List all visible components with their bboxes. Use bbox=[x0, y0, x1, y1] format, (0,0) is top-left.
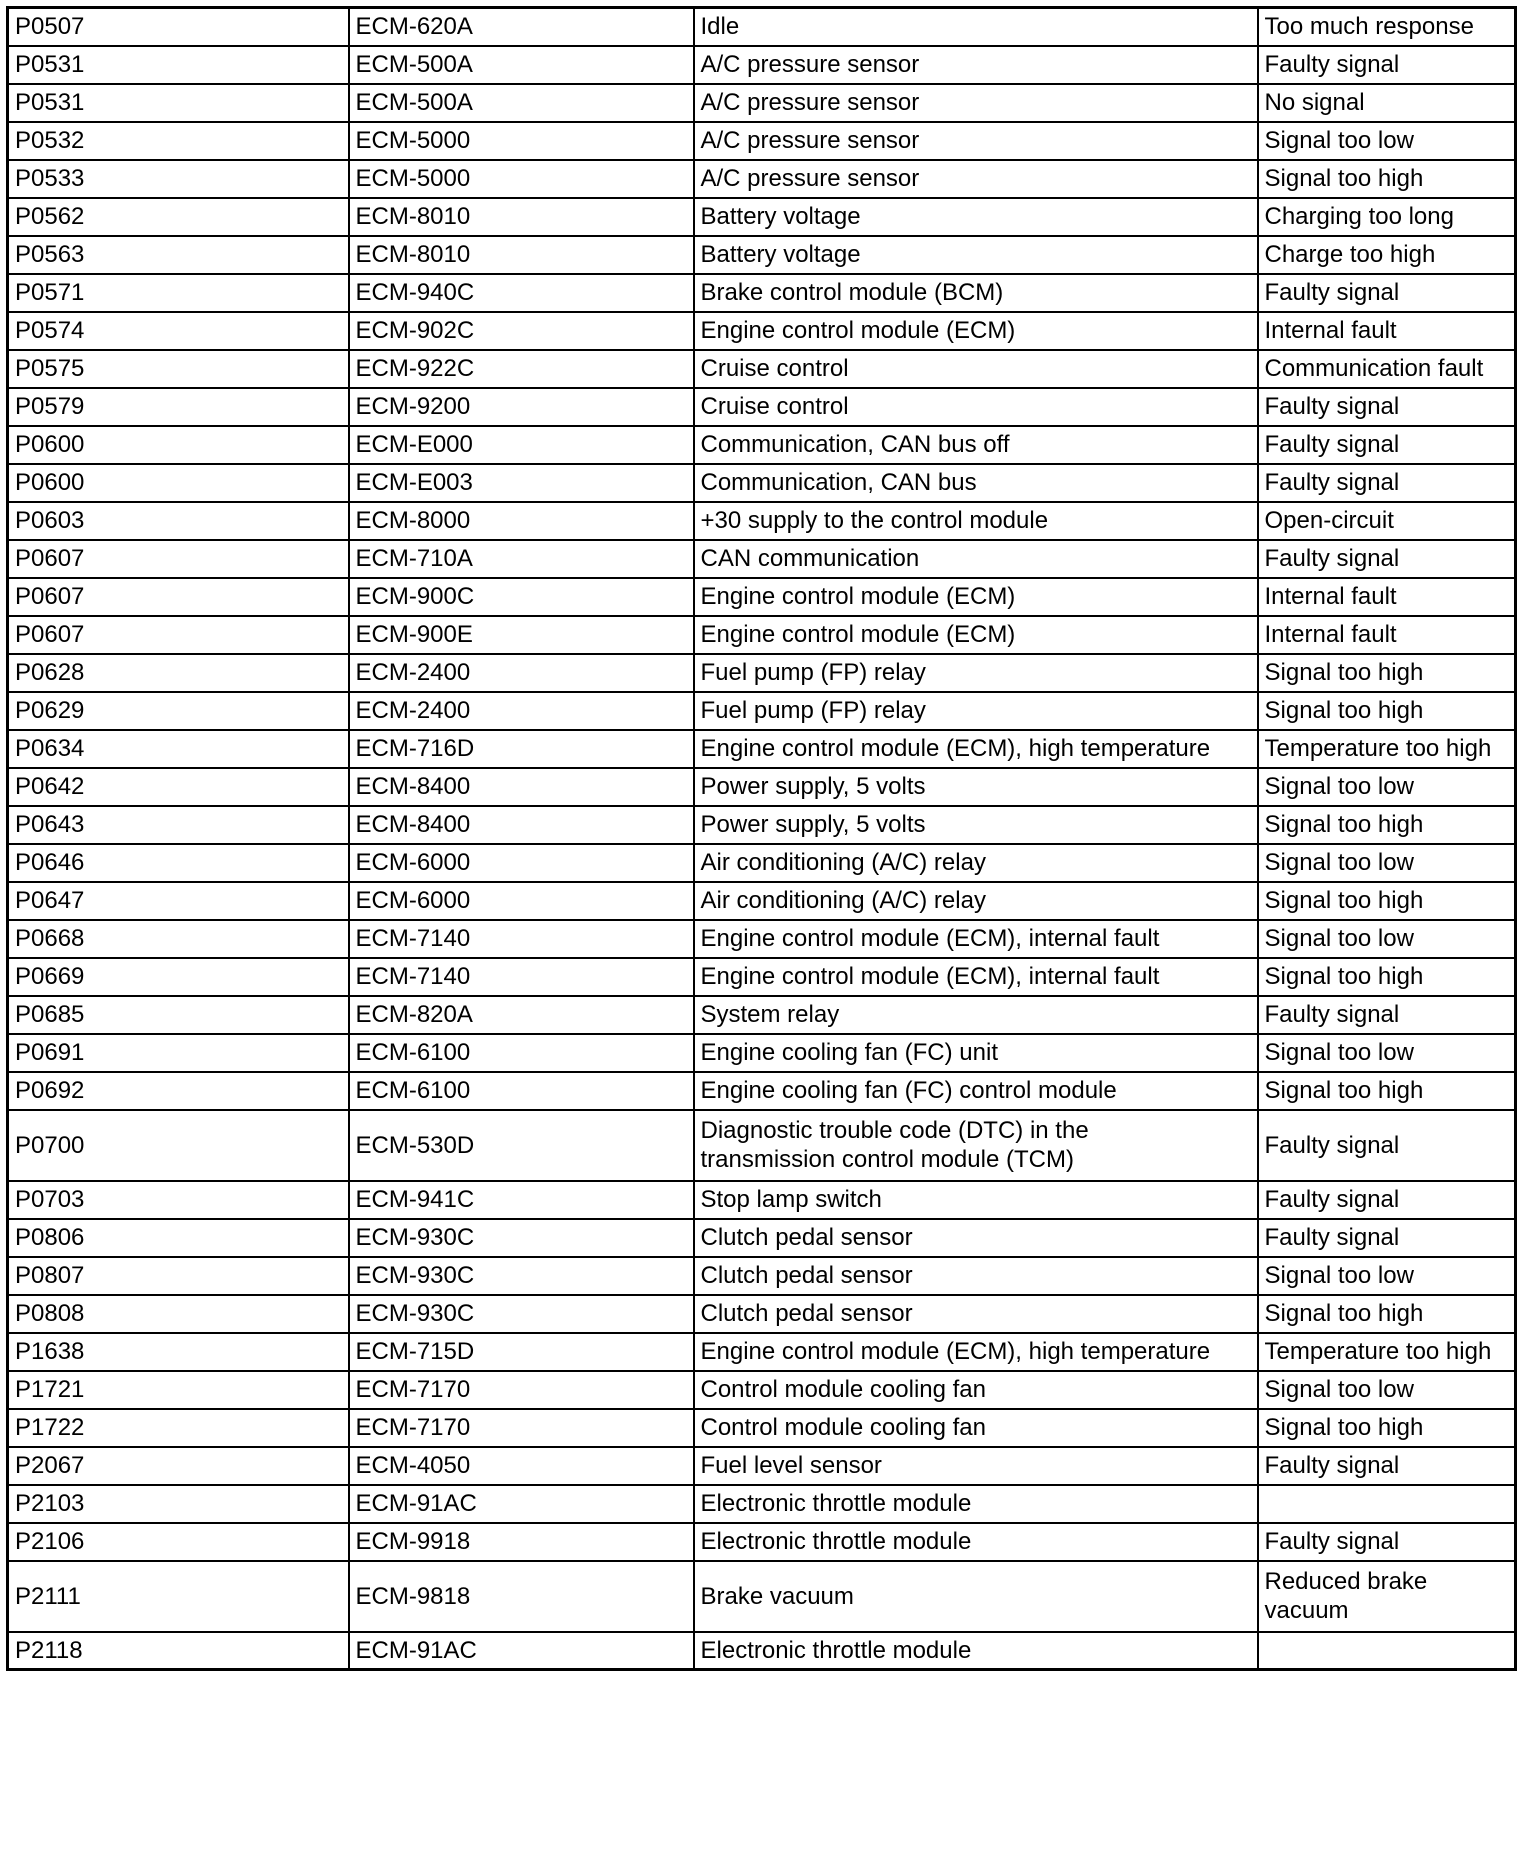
component-cell: Clutch pedal sensor bbox=[694, 1219, 1258, 1257]
dtc-code-cell: P0533 bbox=[8, 160, 349, 198]
table-row bbox=[8, 350, 1516, 388]
fault-type-cell: Signal too high bbox=[1258, 1409, 1516, 1447]
fault-type-cell: Signal too low bbox=[1258, 1257, 1516, 1295]
dtc-code-cell: P0628 bbox=[8, 654, 349, 692]
component-cell: Brake control module (BCM) bbox=[694, 274, 1258, 312]
fault-type-cell: Faulty signal bbox=[1258, 1219, 1516, 1257]
dtc-code-cell: P2106 bbox=[8, 1523, 349, 1561]
component-cell: A/C pressure sensor bbox=[694, 122, 1258, 160]
fault-type-cell: Signal too low bbox=[1258, 768, 1516, 806]
fault-type-cell: Temperature too high bbox=[1258, 1333, 1516, 1371]
ecm-code-cell: ECM-530D bbox=[349, 1110, 694, 1181]
dtc-code-cell: P0807 bbox=[8, 1257, 349, 1295]
dtc-code-cell: P0642 bbox=[8, 768, 349, 806]
dtc-code-cell: P0647 bbox=[8, 882, 349, 920]
table-row bbox=[8, 1257, 1516, 1295]
fault-type-cell: Faulty signal bbox=[1258, 46, 1516, 84]
table-row bbox=[8, 1632, 1516, 1670]
table-row bbox=[8, 1072, 1516, 1110]
fault-type-cell: Faulty signal bbox=[1258, 388, 1516, 426]
dtc-code-cell: P0600 bbox=[8, 464, 349, 502]
table-row bbox=[8, 1371, 1516, 1409]
ecm-code-cell: ECM-7170 bbox=[349, 1409, 694, 1447]
table-row bbox=[8, 388, 1516, 426]
dtc-code-cell: P0607 bbox=[8, 578, 349, 616]
table-row bbox=[8, 312, 1516, 350]
ecm-code-cell: ECM-9918 bbox=[349, 1523, 694, 1561]
dtc-code-cell: P0574 bbox=[8, 312, 349, 350]
table-row bbox=[8, 1447, 1516, 1485]
fault-type-cell: Faulty signal bbox=[1258, 996, 1516, 1034]
ecm-code-cell: ECM-7140 bbox=[349, 920, 694, 958]
component-cell: Clutch pedal sensor bbox=[694, 1257, 1258, 1295]
fault-type-cell: Open-circuit bbox=[1258, 502, 1516, 540]
component-cell: Fuel pump (FP) relay bbox=[694, 692, 1258, 730]
ecm-code-cell: ECM-8000 bbox=[349, 502, 694, 540]
fault-type-cell: No signal bbox=[1258, 84, 1516, 122]
table-row bbox=[8, 806, 1516, 844]
fault-type-cell: Communication fault bbox=[1258, 350, 1516, 388]
fault-type-cell: Signal too high bbox=[1258, 1295, 1516, 1333]
fault-type-cell: Faulty signal bbox=[1258, 274, 1516, 312]
fault-type-cell: Signal too high bbox=[1258, 692, 1516, 730]
table-row bbox=[8, 958, 1516, 996]
ecm-code-cell: ECM-620A bbox=[349, 8, 694, 46]
fault-type-cell: Faulty signal bbox=[1258, 540, 1516, 578]
table-row bbox=[8, 844, 1516, 882]
ecm-code-cell: ECM-2400 bbox=[349, 692, 694, 730]
dtc-code-cell: P0531 bbox=[8, 84, 349, 122]
ecm-code-cell: ECM-5000 bbox=[349, 160, 694, 198]
dtc-code-cell: P0629 bbox=[8, 692, 349, 730]
dtc-table-body bbox=[8, 8, 1516, 1670]
component-cell: Control module cooling fan bbox=[694, 1409, 1258, 1447]
fault-type-cell: Signal too low bbox=[1258, 1034, 1516, 1072]
fault-type-cell: Charge too high bbox=[1258, 236, 1516, 274]
dtc-code-cell: P2103 bbox=[8, 1485, 349, 1523]
component-cell: Fuel level sensor bbox=[694, 1447, 1258, 1485]
component-cell: Diagnostic trouble code (DTC) in the transmission control module (TCM) bbox=[694, 1110, 1258, 1181]
table-row bbox=[8, 1219, 1516, 1257]
ecm-code-cell: ECM-8010 bbox=[349, 198, 694, 236]
component-cell: Communication, CAN bus bbox=[694, 464, 1258, 502]
fault-type-cell: Signal too low bbox=[1258, 844, 1516, 882]
ecm-code-cell: ECM-900E bbox=[349, 616, 694, 654]
dtc-code-cell: P0575 bbox=[8, 350, 349, 388]
ecm-code-cell: ECM-922C bbox=[349, 350, 694, 388]
ecm-code-cell: ECM-E003 bbox=[349, 464, 694, 502]
fault-type-cell: Signal too high bbox=[1258, 958, 1516, 996]
component-cell: Clutch pedal sensor bbox=[694, 1295, 1258, 1333]
component-cell: Engine cooling fan (FC) unit bbox=[694, 1034, 1258, 1072]
table-row bbox=[8, 996, 1516, 1034]
dtc-code-cell: P0531 bbox=[8, 46, 349, 84]
dtc-code-cell: P0634 bbox=[8, 730, 349, 768]
fault-type-cell: Reduced brake vacuum bbox=[1258, 1561, 1516, 1632]
component-cell: Engine control module (ECM), high temperature bbox=[694, 730, 1258, 768]
component-cell: Electronic throttle module bbox=[694, 1523, 1258, 1561]
component-cell: Cruise control bbox=[694, 388, 1258, 426]
ecm-code-cell: ECM-500A bbox=[349, 46, 694, 84]
component-cell: Engine cooling fan (FC) control module bbox=[694, 1072, 1258, 1110]
component-cell: Electronic throttle module bbox=[694, 1485, 1258, 1523]
dtc-code-cell: P0692 bbox=[8, 1072, 349, 1110]
table-row bbox=[8, 274, 1516, 312]
fault-type-cell: Faulty signal bbox=[1258, 1523, 1516, 1561]
component-cell: Engine control module (ECM), internal fault bbox=[694, 958, 1258, 996]
table-row bbox=[8, 882, 1516, 920]
fault-type-cell: Signal too high bbox=[1258, 654, 1516, 692]
ecm-code-cell: ECM-5000 bbox=[349, 122, 694, 160]
dtc-code-cell: P0579 bbox=[8, 388, 349, 426]
component-cell: Air conditioning (A/C) relay bbox=[694, 844, 1258, 882]
table-row bbox=[8, 920, 1516, 958]
component-cell: Battery voltage bbox=[694, 198, 1258, 236]
ecm-code-cell: ECM-4050 bbox=[349, 1447, 694, 1485]
ecm-code-cell: ECM-91AC bbox=[349, 1485, 694, 1523]
component-cell: Air conditioning (A/C) relay bbox=[694, 882, 1258, 920]
ecm-code-cell: ECM-940C bbox=[349, 274, 694, 312]
component-cell: Idle bbox=[694, 8, 1258, 46]
dtc-code-cell: P0532 bbox=[8, 122, 349, 160]
dtc-code-cell: P0703 bbox=[8, 1181, 349, 1219]
component-cell: Control module cooling fan bbox=[694, 1371, 1258, 1409]
table-row bbox=[8, 1561, 1516, 1632]
fault-type-cell bbox=[1258, 1485, 1516, 1523]
table-row bbox=[8, 1485, 1516, 1523]
table-row bbox=[8, 1333, 1516, 1371]
table-row bbox=[8, 692, 1516, 730]
ecm-code-cell: ECM-91AC bbox=[349, 1632, 694, 1670]
ecm-code-cell: ECM-930C bbox=[349, 1295, 694, 1333]
component-cell: Cruise control bbox=[694, 350, 1258, 388]
dtc-code-cell: P1722 bbox=[8, 1409, 349, 1447]
dtc-code-cell: P0669 bbox=[8, 958, 349, 996]
ecm-code-cell: ECM-8010 bbox=[349, 236, 694, 274]
fault-type-cell bbox=[1258, 1632, 1516, 1670]
fault-type-cell: Faulty signal bbox=[1258, 1181, 1516, 1219]
ecm-code-cell: ECM-6100 bbox=[349, 1072, 694, 1110]
fault-type-cell: Internal fault bbox=[1258, 312, 1516, 350]
component-cell: Communication, CAN bus off bbox=[694, 426, 1258, 464]
dtc-code-cell: P0600 bbox=[8, 426, 349, 464]
table-row bbox=[8, 540, 1516, 578]
fault-type-cell: Signal too high bbox=[1258, 882, 1516, 920]
fault-type-cell: Too much response bbox=[1258, 8, 1516, 46]
component-cell: Electronic throttle module bbox=[694, 1632, 1258, 1670]
component-cell: A/C pressure sensor bbox=[694, 160, 1258, 198]
ecm-code-cell: ECM-7170 bbox=[349, 1371, 694, 1409]
dtc-code-cell: P2111 bbox=[8, 1561, 349, 1632]
dtc-code-cell: P2067 bbox=[8, 1447, 349, 1485]
table-row bbox=[8, 198, 1516, 236]
component-cell: Engine control module (ECM) bbox=[694, 616, 1258, 654]
dtc-code-cell: P0607 bbox=[8, 616, 349, 654]
dtc-code-cell: P0685 bbox=[8, 996, 349, 1034]
component-cell: Power supply, 5 volts bbox=[694, 768, 1258, 806]
component-cell: Engine control module (ECM), internal fault bbox=[694, 920, 1258, 958]
component-cell: A/C pressure sensor bbox=[694, 84, 1258, 122]
ecm-code-cell: ECM-8400 bbox=[349, 768, 694, 806]
table-row bbox=[8, 84, 1516, 122]
dtc-code-cell: P0563 bbox=[8, 236, 349, 274]
ecm-code-cell: ECM-716D bbox=[349, 730, 694, 768]
table-row bbox=[8, 1034, 1516, 1072]
dtc-code-cell: P2118 bbox=[8, 1632, 349, 1670]
dtc-code-cell: P0643 bbox=[8, 806, 349, 844]
table-row bbox=[8, 1110, 1516, 1181]
fault-type-cell: Signal too low bbox=[1258, 122, 1516, 160]
ecm-code-cell: ECM-9200 bbox=[349, 388, 694, 426]
ecm-code-cell: ECM-9818 bbox=[349, 1561, 694, 1632]
dtc-code-cell: P0668 bbox=[8, 920, 349, 958]
table-row bbox=[8, 8, 1516, 46]
ecm-code-cell: ECM-6000 bbox=[349, 882, 694, 920]
ecm-code-cell: ECM-930C bbox=[349, 1257, 694, 1295]
table-row bbox=[8, 426, 1516, 464]
ecm-code-cell: ECM-902C bbox=[349, 312, 694, 350]
dtc-table bbox=[6, 6, 1517, 1671]
component-cell: CAN communication bbox=[694, 540, 1258, 578]
fault-type-cell: Internal fault bbox=[1258, 616, 1516, 654]
table-row bbox=[8, 1523, 1516, 1561]
component-cell: Power supply, 5 volts bbox=[694, 806, 1258, 844]
component-cell: A/C pressure sensor bbox=[694, 46, 1258, 84]
fault-type-cell: Internal fault bbox=[1258, 578, 1516, 616]
ecm-code-cell: ECM-941C bbox=[349, 1181, 694, 1219]
dtc-code-cell: P0700 bbox=[8, 1110, 349, 1181]
ecm-code-cell: ECM-E000 bbox=[349, 426, 694, 464]
component-cell: Battery voltage bbox=[694, 236, 1258, 274]
fault-type-cell: Signal too low bbox=[1258, 1371, 1516, 1409]
component-cell: +30 supply to the control module bbox=[694, 502, 1258, 540]
fault-type-cell: Signal too low bbox=[1258, 920, 1516, 958]
ecm-code-cell: ECM-6100 bbox=[349, 1034, 694, 1072]
component-cell: Engine control module (ECM) bbox=[694, 578, 1258, 616]
fault-type-cell: Charging too long bbox=[1258, 198, 1516, 236]
fault-type-cell: Temperature too high bbox=[1258, 730, 1516, 768]
table-row bbox=[8, 502, 1516, 540]
table-row bbox=[8, 46, 1516, 84]
dtc-code-cell: P0562 bbox=[8, 198, 349, 236]
dtc-code-cell: P1721 bbox=[8, 1371, 349, 1409]
component-cell: Brake vacuum bbox=[694, 1561, 1258, 1632]
fault-type-cell: Faulty signal bbox=[1258, 1447, 1516, 1485]
table-row bbox=[8, 1409, 1516, 1447]
table-row bbox=[8, 1181, 1516, 1219]
dtc-code-cell: P0806 bbox=[8, 1219, 349, 1257]
fault-type-cell: Faulty signal bbox=[1258, 464, 1516, 502]
dtc-code-cell: P0646 bbox=[8, 844, 349, 882]
ecm-code-cell: ECM-900C bbox=[349, 578, 694, 616]
table-row bbox=[8, 654, 1516, 692]
component-cell: Fuel pump (FP) relay bbox=[694, 654, 1258, 692]
table-row bbox=[8, 616, 1516, 654]
table-row bbox=[8, 1295, 1516, 1333]
ecm-code-cell: ECM-8400 bbox=[349, 806, 694, 844]
table-row bbox=[8, 464, 1516, 502]
ecm-code-cell: ECM-2400 bbox=[349, 654, 694, 692]
dtc-code-cell: P1638 bbox=[8, 1333, 349, 1371]
ecm-code-cell: ECM-7140 bbox=[349, 958, 694, 996]
dtc-code-cell: P0603 bbox=[8, 502, 349, 540]
dtc-code-cell: P0571 bbox=[8, 274, 349, 312]
ecm-code-cell: ECM-710A bbox=[349, 540, 694, 578]
fault-type-cell: Signal too high bbox=[1258, 160, 1516, 198]
dtc-code-cell: P0808 bbox=[8, 1295, 349, 1333]
component-cell: Engine control module (ECM) bbox=[694, 312, 1258, 350]
dtc-code-cell: P0691 bbox=[8, 1034, 349, 1072]
component-cell: Engine control module (ECM), high temperature bbox=[694, 1333, 1258, 1371]
ecm-code-cell: ECM-930C bbox=[349, 1219, 694, 1257]
ecm-code-cell: ECM-820A bbox=[349, 996, 694, 1034]
dtc-code-cell: P0507 bbox=[8, 8, 349, 46]
table-row bbox=[8, 236, 1516, 274]
table-row bbox=[8, 160, 1516, 198]
dtc-code-cell: P0607 bbox=[8, 540, 349, 578]
table-row bbox=[8, 730, 1516, 768]
fault-type-cell: Faulty signal bbox=[1258, 426, 1516, 464]
table-row bbox=[8, 122, 1516, 160]
table-row bbox=[8, 578, 1516, 616]
fault-type-cell: Signal too high bbox=[1258, 1072, 1516, 1110]
table-row bbox=[8, 768, 1516, 806]
fault-type-cell: Faulty signal bbox=[1258, 1110, 1516, 1181]
ecm-code-cell: ECM-715D bbox=[349, 1333, 694, 1371]
component-cell: Stop lamp switch bbox=[694, 1181, 1258, 1219]
component-cell: System relay bbox=[694, 996, 1258, 1034]
ecm-code-cell: ECM-500A bbox=[349, 84, 694, 122]
fault-type-cell: Signal too high bbox=[1258, 806, 1516, 844]
ecm-code-cell: ECM-6000 bbox=[349, 844, 694, 882]
